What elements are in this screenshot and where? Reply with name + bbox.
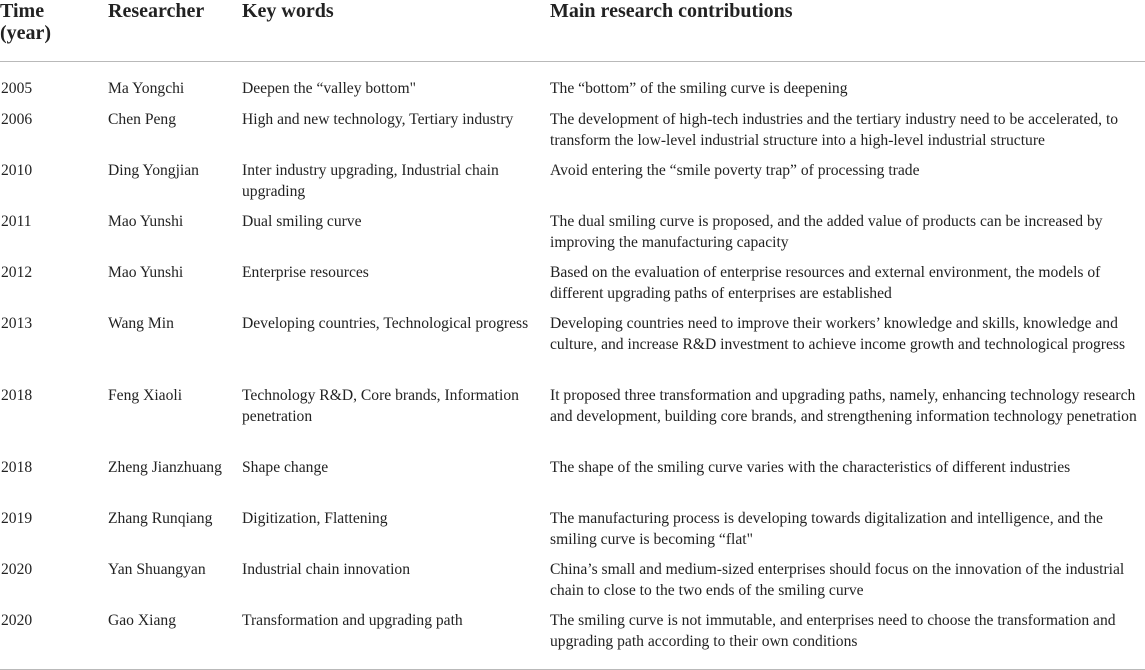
- cell-contribution: Based on the evaluation of enterprise resources and external environment, the models of different upgrading paths of enterprises are established: [550, 264, 1101, 303]
- cell-year: 2018: [1, 459, 33, 476]
- table-row: [0, 608, 1145, 670]
- cell-keywords: Technology R&D, Core brands, Information penetration: [242, 387, 519, 426]
- table-row: [0, 557, 1145, 608]
- cell-year: 2005: [1, 80, 33, 97]
- cell-keywords: Industrial chain innovation: [242, 561, 411, 578]
- header-contributions: Main research contributions: [550, 0, 1145, 62]
- cell-researcher: Zheng Jianzhuang: [108, 459, 222, 476]
- cell-year: 2018: [1, 387, 33, 404]
- table-row: [0, 506, 1145, 557]
- cell-contribution: The dual smiling curve is proposed, and the added value of products can be increased by improving the manufacturing capacity: [550, 213, 1103, 252]
- header-row: [0, 0, 1145, 62]
- cell-year: 2006: [1, 111, 33, 128]
- cell-keywords: Developing countries, Technological progress: [242, 315, 529, 332]
- cell-researcher: Zhang Runqiang: [108, 510, 213, 527]
- table-body: [0, 62, 1145, 670]
- header-time: [0, 0, 108, 62]
- cell-contribution: Avoid entering the “smile poverty trap” of processing trade: [550, 162, 920, 179]
- header-time-line2: (year): [0, 22, 52, 44]
- table-row: [0, 455, 1145, 506]
- cell-year: 2020: [0, 608, 108, 670]
- cell-year: 2013: [1, 315, 33, 332]
- header-researcher: Researcher: [108, 0, 242, 62]
- cell-year: 2020: [1, 561, 33, 578]
- cell-keywords: Transformation and upgrading path: [242, 608, 550, 670]
- cell-contribution: The “bottom” of the smiling curve is deepening: [550, 80, 848, 97]
- cell-contribution: The development of high-tech industries and the tertiary industry need to be accelerated, to transform the low-level industrial structure into a high-level industrial structure: [550, 111, 1119, 150]
- cell-keywords: Inter industry upgrading, Industrial chain upgrading: [242, 162, 499, 201]
- cell-researcher: Chen Peng: [108, 111, 177, 128]
- cell-contribution: Developing countries need to improve their workers’ knowledge and skills, knowledge and culture, and increase R&D investment to achieve income growth and technological progress: [550, 315, 1126, 354]
- cell-year: 2019: [1, 510, 33, 527]
- table-row: [0, 209, 1145, 260]
- table-row: [0, 383, 1145, 455]
- cell-keywords: Shape change: [242, 459, 329, 476]
- header-time-line1: Time: [0, 0, 45, 22]
- cell-researcher: Mao Yunshi: [108, 264, 184, 281]
- cell-researcher: Mao Yunshi: [108, 213, 184, 230]
- cell-researcher: Ma Yongchi: [108, 80, 185, 97]
- table-row: [0, 158, 1145, 209]
- table-row: [0, 311, 1145, 383]
- table-row: [0, 107, 1145, 158]
- cell-keywords: Deepen the “valley bottom": [242, 80, 416, 97]
- cell-contribution: The smiling curve is not immutable, and enterprises need to choose the transformation and upgrading path according to their own conditions: [550, 608, 1145, 670]
- table-header: [0, 0, 1145, 62]
- cell-researcher: Feng Xiaoli: [108, 387, 183, 404]
- cell-year: 2010: [1, 162, 33, 179]
- cell-researcher: Gao Xiang: [108, 608, 242, 670]
- cell-contribution: It proposed three transformation and upgrading paths, namely, enhancing technology research and development, building core brands, and strengthening information technology penetration: [550, 387, 1137, 426]
- cell-year: 2011: [1, 213, 32, 230]
- cell-keywords: Digitization, Flattening: [242, 510, 388, 527]
- cell-keywords: Enterprise resources: [242, 264, 369, 281]
- cell-researcher: Wang Min: [108, 315, 174, 332]
- cell-contribution: China’s small and medium-sized enterprises should focus on the innovation of the industrial chain to close to the two ends of the smiling curve: [550, 561, 1125, 600]
- cell-researcher: Yan Shuangyan: [108, 561, 206, 578]
- header-keywords: Key words: [242, 0, 550, 62]
- cell-keywords: High and new technology, Tertiary industry: [242, 111, 514, 128]
- cell-researcher: Ding Yongjian: [108, 162, 199, 179]
- table-row: [0, 260, 1145, 311]
- table-row: [0, 62, 1145, 108]
- cell-contribution: The shape of the smiling curve varies with the characteristics of different industries: [550, 459, 1071, 476]
- cell-keywords: Dual smiling curve: [242, 213, 362, 230]
- cell-year: 2012: [1, 264, 33, 281]
- cell-contribution: The manufacturing process is developing towards digitalization and intelligence, and the smiling curve is becoming “flat": [550, 510, 1103, 549]
